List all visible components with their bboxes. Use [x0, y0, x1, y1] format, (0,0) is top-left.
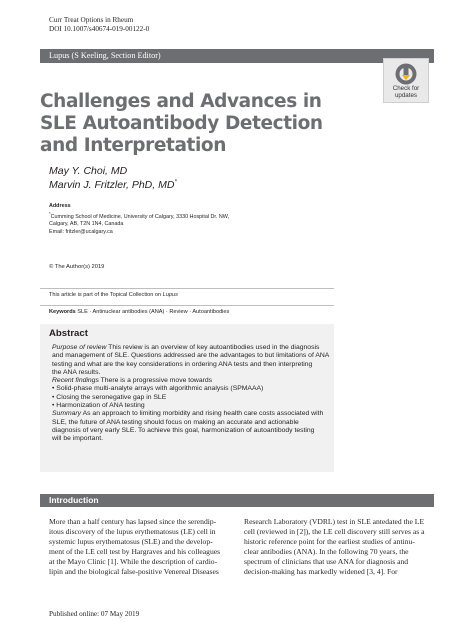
- abstract-body: [52, 344, 332, 444]
- summary-label: Summary: [52, 410, 82, 418]
- collection-topic: Lupus: [162, 292, 178, 298]
- address-line-3: Email: fritzler@ucalgary.ca: [49, 228, 113, 235]
- intro-right-line: clear antibodies (ANA). In the following 70 years, the: [244, 546, 409, 556]
- intro-right-line: historic reference point for the earliest studies of antinu-: [244, 536, 415, 546]
- publication-date: Published online: 07 May 2019: [49, 610, 140, 618]
- findings-line: Recent findings There is a progressive move towards: [52, 377, 213, 385]
- address-label: Address: [49, 203, 71, 209]
- purpose-line-1: Purpose of review This review is an overview of key autoantibodies used in the diagnosis: [52, 344, 320, 351]
- address-line-2: Calgary, AB, T2N 1N4, Canada: [49, 221, 124, 228]
- author-1: May Y. Choi, MD: [49, 165, 128, 177]
- intro-left-line: itous discovery of the lupus erythematosus (LE) cell in: [49, 526, 216, 536]
- author-2-name: Marvin J. Fritzler, PhD, MD: [49, 179, 175, 191]
- intro-right-line: cell (reviewed in [2]), the LE cell discovery still serves as a: [244, 526, 425, 536]
- badge-label-1: Check for: [392, 85, 420, 92]
- intro-left-line: lipin and the biological false-positive Venereal Diseases: [49, 566, 219, 576]
- purpose-line-3: testing and what are the key considerations in ordering ANA tests and then interpreting: [52, 360, 313, 368]
- intro-right-line: decision-making has markedly widened [3, 4]. For: [244, 566, 398, 576]
- intro-right-line: Research Laboratory (VDRL) test in SLE antedated the LE: [244, 517, 425, 526]
- keywords-line: [49, 309, 229, 316]
- divider-rule-1: [40, 288, 334, 289]
- bullet-item: • Solid-phase multi-analyte arrays with algorithmic analysis (SPMAAA): [52, 385, 264, 393]
- summary-line-3: diagnosis of very early SLE. To achieve this goal, harmonization of autoantibody testing: [52, 426, 315, 434]
- author-2: [49, 179, 177, 191]
- address-marker: *: [49, 211, 51, 216]
- introduction-heading: Introduction: [40, 494, 434, 507]
- intro-right-line: spectrum of clinicians that use ANA for diagnosis and: [244, 556, 409, 566]
- summary-line-1: Summary As an approach to limiting morbidity and rising health care costs associated with: [52, 410, 324, 418]
- crossmark-icon: [393, 62, 419, 86]
- check-for-updates-badge[interactable]: [383, 58, 429, 103]
- intro-left-line: ment of the LE cell test by Hargraves and his colleagues: [49, 546, 221, 556]
- summary-line-4: will be important.: [52, 435, 103, 443]
- doi-line: DOI 10.1007/s40674-019-00122-0: [49, 25, 150, 33]
- abstract-heading: Abstract: [49, 328, 88, 339]
- journal-name: Curr Treat Options in Rheum: [49, 16, 134, 24]
- topical-collection-note: This article is part of the Topical Collection on Lupus: [49, 292, 178, 298]
- keywords-label: Keywords: [49, 309, 76, 315]
- purpose-label: Purpose of review: [52, 344, 107, 351]
- keywords-text: SLE · Antinuclear antibodies (ANA) · Review · Autoantibodies: [77, 309, 230, 315]
- purpose-line-2: and management of SLE. Questions addressed are the advantages to but limitations of ANA: [52, 352, 330, 360]
- intro-column-left: [49, 517, 239, 576]
- copyright: © The Author(s) 2019: [49, 264, 105, 270]
- intro-left-line: at the Mayo Clinic [1]. While the description of cardio-: [49, 556, 218, 566]
- bullet-item: • Closing the seronegative gap in SLE: [52, 393, 167, 401]
- divider-rule-2: [40, 305, 334, 306]
- author-2-marker: *: [174, 179, 177, 186]
- section-banner: Lupus (S Keeling, Section Editor): [40, 49, 434, 63]
- address-block: [49, 210, 309, 236]
- intro-column-right: [244, 517, 434, 576]
- badge-label-2: updates: [394, 91, 418, 99]
- abstract-box: [40, 324, 334, 472]
- summary-line-2: SLE, the future of ANA testing should focus on making an accurate and actionable: [52, 418, 299, 426]
- bullet-item: • Harmonization of ANA testing: [52, 402, 145, 410]
- intro-left-line: systemic lupus erythematosus (SLE) and the develop-: [49, 536, 213, 546]
- intro-left-line: More than a half century has lapsed since the serendip-: [49, 517, 217, 526]
- findings-label: Recent findings: [52, 377, 99, 385]
- article-title: Challenges and Advances in SLE Autoantibody Detection and Interpretation: [40, 91, 323, 156]
- purpose-line-4: the ANA results.: [52, 368, 101, 376]
- address-line-1: *Cumming School of Medicine, University of Calgary, 3330 Hospital Dr. NW,: [49, 211, 230, 220]
